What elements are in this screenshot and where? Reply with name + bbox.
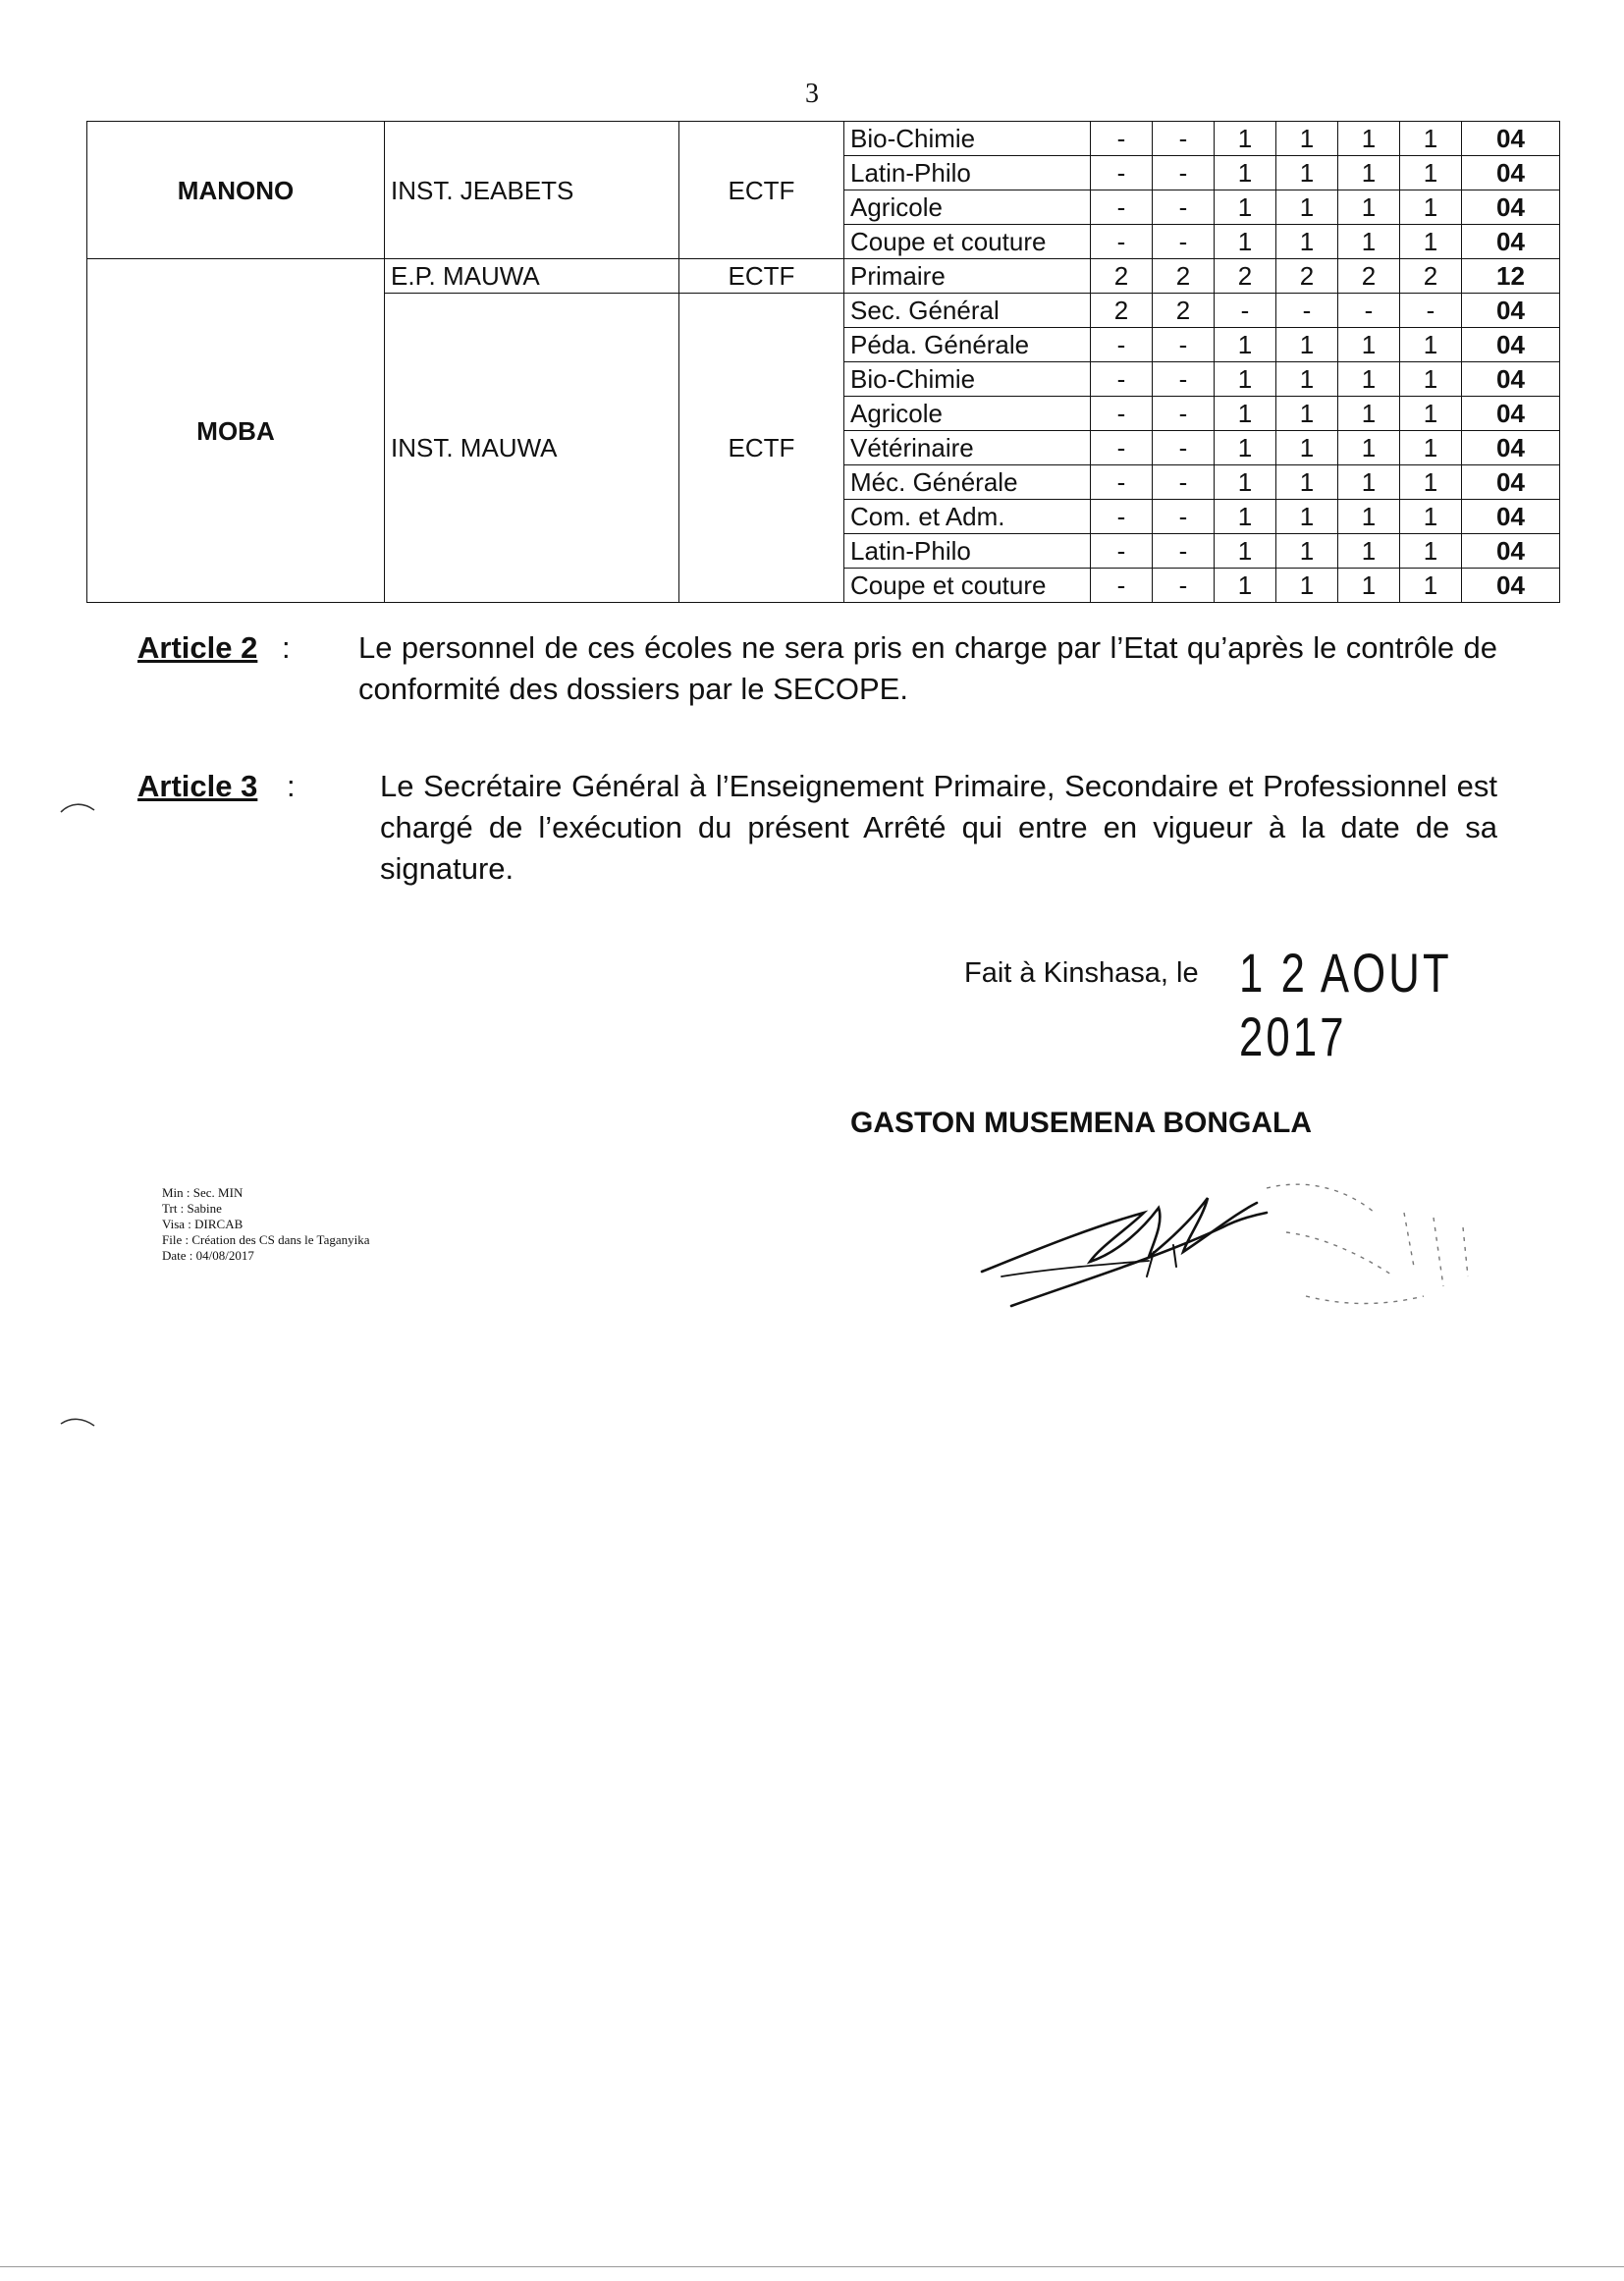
count-cell: - [1153, 569, 1215, 603]
total-cell: 04 [1462, 328, 1560, 362]
count-cell: - [1091, 534, 1153, 569]
school-cell: E.P. MAUWA [385, 259, 679, 294]
table-row [87, 259, 1560, 294]
count-cell: - [1153, 156, 1215, 190]
total-cell: 04 [1462, 465, 1560, 500]
option-cell: Sec. Général [844, 294, 1091, 328]
count-cell: - [1215, 294, 1276, 328]
place-of-signing: Fait à Kinshasa, le [964, 957, 1199, 989]
count-cell: 1 [1215, 362, 1276, 397]
count-cell: - [1091, 569, 1153, 603]
count-cell: - [1091, 500, 1153, 534]
count-cell: 1 [1215, 156, 1276, 190]
article-colon: : [282, 630, 291, 665]
count-cell: - [1338, 294, 1400, 328]
file-reference [162, 1185, 370, 1264]
total-cell: 04 [1462, 431, 1560, 465]
school-cell: INST. JEABETS [385, 122, 679, 259]
location-cell: MOBA [87, 259, 385, 603]
total-cell: 04 [1462, 190, 1560, 225]
scan-edge-rule [0, 2266, 1624, 2267]
file-reference-line: Min : Sec. MIN [162, 1185, 244, 1200]
count-cell: 1 [1338, 465, 1400, 500]
count-cell: - [1091, 465, 1153, 500]
page-number: 3 [805, 79, 819, 109]
scan-mark [59, 800, 98, 816]
total-cell: 04 [1462, 362, 1560, 397]
option-cell: Agricole [844, 190, 1091, 225]
count-cell: 2 [1091, 259, 1153, 294]
count-cell: 1 [1338, 362, 1400, 397]
school-cell: INST. MAUWA [385, 294, 679, 603]
count-cell: - [1091, 190, 1153, 225]
count-cell: - [1091, 225, 1153, 259]
count-cell: - [1153, 465, 1215, 500]
count-cell: 1 [1276, 328, 1338, 362]
count-cell: - [1091, 328, 1153, 362]
article-colon: : [287, 769, 296, 803]
count-cell: 2 [1153, 259, 1215, 294]
total-cell: 04 [1462, 500, 1560, 534]
scan-mark [59, 1414, 98, 1430]
count-cell: - [1400, 294, 1462, 328]
count-cell: 1 [1215, 465, 1276, 500]
count-cell: - [1153, 122, 1215, 156]
count-cell: 1 [1276, 156, 1338, 190]
total-cell: 04 [1462, 397, 1560, 431]
file-reference-line: Trt : Sabine [162, 1201, 222, 1216]
file-reference-line: Date : 04/08/2017 [162, 1248, 254, 1263]
total-cell: 04 [1462, 156, 1560, 190]
article-label: Article 3 [137, 769, 258, 803]
count-cell: - [1153, 534, 1215, 569]
count-cell: 1 [1276, 431, 1338, 465]
count-cell: 1 [1276, 500, 1338, 534]
count-cell: 1 [1276, 465, 1338, 500]
count-cell: 1 [1215, 534, 1276, 569]
count-cell: - [1091, 122, 1153, 156]
article-label: Article 2 [137, 630, 258, 665]
count-cell: 1 [1338, 500, 1400, 534]
count-cell: - [1153, 397, 1215, 431]
count-cell: 1 [1276, 190, 1338, 225]
option-cell: Méc. Générale [844, 465, 1091, 500]
date-stamp: 1 2 AOUT 2017 [1239, 942, 1451, 1067]
count-cell: 1 [1276, 534, 1338, 569]
location-cell: MANONO [87, 122, 385, 259]
option-cell: Bio-Chimie [844, 122, 1091, 156]
count-cell: 1 [1400, 156, 1462, 190]
count-cell: 1 [1400, 500, 1462, 534]
file-reference-line: File : Création des CS dans le Taganyika [162, 1232, 370, 1247]
total-cell: 04 [1462, 294, 1560, 328]
count-cell: 2 [1091, 294, 1153, 328]
count-cell: 1 [1338, 156, 1400, 190]
option-cell: Primaire [844, 259, 1091, 294]
count-cell: 1 [1400, 397, 1462, 431]
count-cell: 1 [1400, 362, 1462, 397]
count-cell: 1 [1276, 225, 1338, 259]
count-cell: 1 [1338, 190, 1400, 225]
count-cell: 1 [1338, 534, 1400, 569]
count-cell: 1 [1338, 569, 1400, 603]
handwritten-signature [972, 1159, 1522, 1335]
count-cell: 1 [1400, 431, 1462, 465]
count-cell: 1 [1338, 397, 1400, 431]
count-cell: - [1153, 362, 1215, 397]
count-cell: - [1276, 294, 1338, 328]
count-cell: - [1153, 225, 1215, 259]
count-cell: 1 [1338, 225, 1400, 259]
count-cell: - [1153, 190, 1215, 225]
count-cell: 2 [1215, 259, 1276, 294]
count-cell: 1 [1215, 569, 1276, 603]
article-text: Le personnel de ces écoles ne sera pris en charge par l’Etat qu’après le contrôle de conformité des dossiers par le SECOPE. [358, 630, 1497, 706]
option-cell: Com. et Adm. [844, 500, 1091, 534]
count-cell: - [1091, 362, 1153, 397]
count-cell: 1 [1276, 362, 1338, 397]
regime-cell: ECTF [679, 294, 844, 603]
count-cell: 1 [1338, 431, 1400, 465]
total-cell: 12 [1462, 259, 1560, 294]
total-cell: 04 [1462, 225, 1560, 259]
total-cell: 04 [1462, 122, 1560, 156]
option-cell: Latin-Philo [844, 156, 1091, 190]
option-cell: Coupe et couture [844, 569, 1091, 603]
count-cell: 1 [1400, 534, 1462, 569]
option-cell: Bio-Chimie [844, 362, 1091, 397]
option-cell: Agricole [844, 397, 1091, 431]
count-cell: 1 [1215, 225, 1276, 259]
count-cell: 1 [1215, 431, 1276, 465]
count-cell: 2 [1400, 259, 1462, 294]
count-cell: 1 [1400, 465, 1462, 500]
total-cell: 04 [1462, 569, 1560, 603]
count-cell: 1 [1215, 190, 1276, 225]
count-cell: - [1091, 156, 1153, 190]
count-cell: 1 [1338, 122, 1400, 156]
count-cell: - [1153, 500, 1215, 534]
count-cell: 1 [1400, 122, 1462, 156]
option-cell: Péda. Générale [844, 328, 1091, 362]
school-allocation-table [86, 121, 1560, 603]
count-cell: - [1153, 431, 1215, 465]
count-cell: 1 [1276, 397, 1338, 431]
article-text: Le Secrétaire Général à l’Enseignement Primaire, Secondaire et Professionnel est chargé de l’exécution du présent Arrêté qui entre en vigueur à la date de sa signature. [380, 769, 1497, 886]
count-cell: 1 [1215, 122, 1276, 156]
count-cell: - [1091, 431, 1153, 465]
count-cell: 1 [1215, 328, 1276, 362]
count-cell: 1 [1276, 122, 1338, 156]
table-row [87, 122, 1560, 156]
count-cell: 1 [1215, 500, 1276, 534]
count-cell: 1 [1400, 569, 1462, 603]
count-cell: - [1091, 397, 1153, 431]
count-cell: 2 [1276, 259, 1338, 294]
option-cell: Vétérinaire [844, 431, 1091, 465]
count-cell: - [1153, 328, 1215, 362]
regime-cell: ECTF [679, 122, 844, 259]
option-cell: Latin-Philo [844, 534, 1091, 569]
count-cell: 1 [1400, 190, 1462, 225]
count-cell: 1 [1400, 225, 1462, 259]
file-reference-line: Visa : DIRCAB [162, 1217, 244, 1231]
count-cell: 1 [1276, 569, 1338, 603]
count-cell: 1 [1338, 328, 1400, 362]
count-cell: 2 [1338, 259, 1400, 294]
option-cell: Coupe et couture [844, 225, 1091, 259]
signatory-name: GASTON MUSEMENA BONGALA [850, 1107, 1313, 1139]
count-cell: 1 [1400, 328, 1462, 362]
count-cell: 2 [1153, 294, 1215, 328]
total-cell: 04 [1462, 534, 1560, 569]
regime-cell: ECTF [679, 259, 844, 294]
count-cell: 1 [1215, 397, 1276, 431]
